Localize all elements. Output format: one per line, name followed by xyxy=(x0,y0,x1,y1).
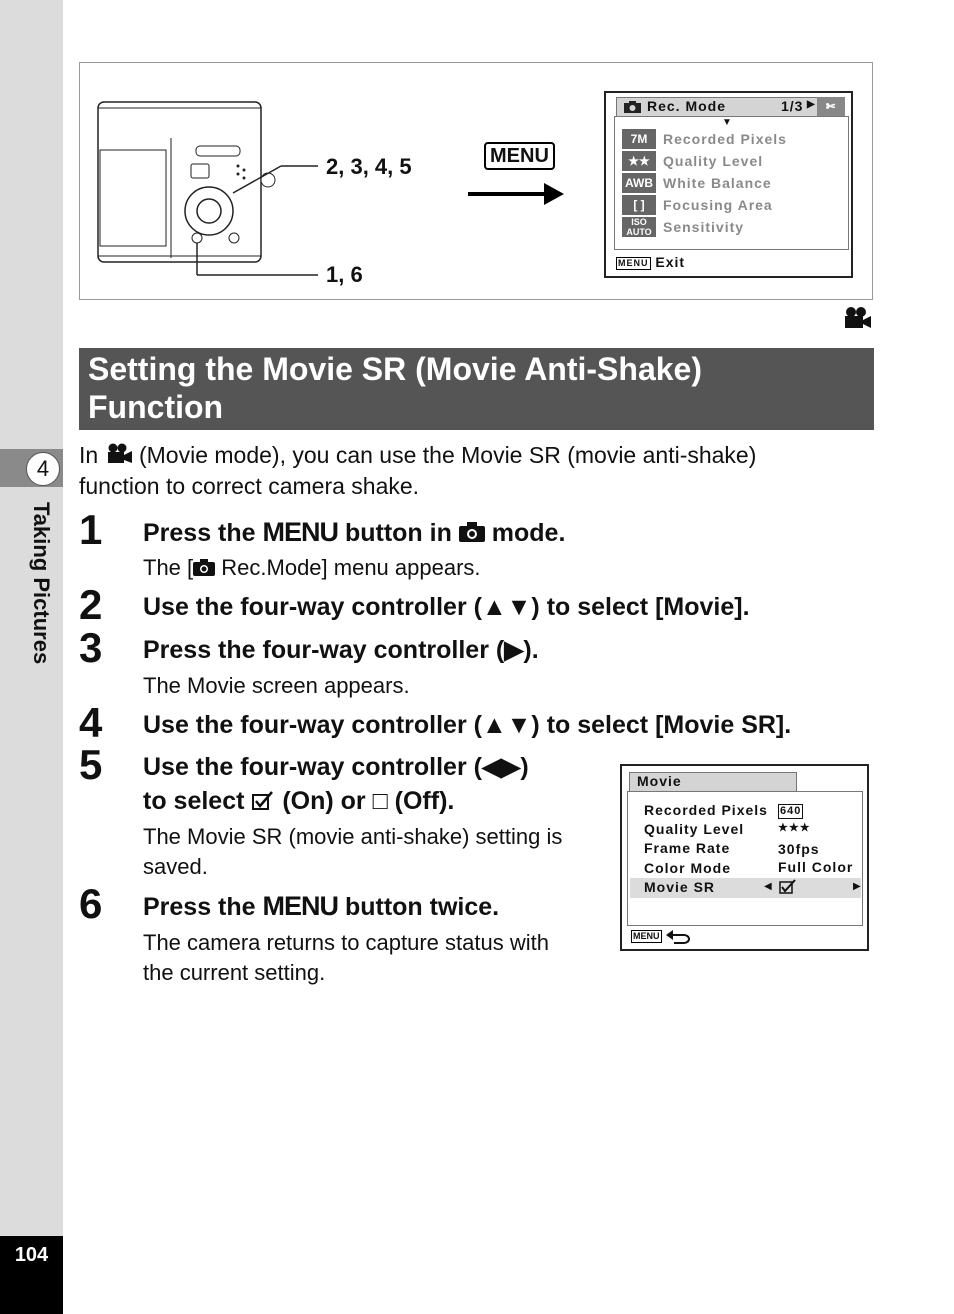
step-4-number: 4 xyxy=(79,699,103,746)
triangle-left-icon[interactable]: ◀ xyxy=(764,881,772,892)
recorded-pixels-icon: 7M xyxy=(622,129,656,149)
rec-mode-menu-screen xyxy=(604,91,853,278)
step-2-number: 2 xyxy=(79,581,103,628)
exit-hint xyxy=(616,254,685,270)
movie-tab-title: Movie xyxy=(629,772,797,792)
triangle-right-icon[interactable]: ▶ xyxy=(853,881,861,892)
rec-mode-list xyxy=(614,116,849,250)
section-heading xyxy=(79,348,874,430)
color-mode-value: Full Color xyxy=(778,859,854,875)
back-hint xyxy=(631,928,692,946)
intro-paragraph xyxy=(79,440,879,502)
menu-item-sensitivity[interactable]: Sensitivity xyxy=(663,219,745,235)
step-1-text: The [ Rec.Mode] menu appears. xyxy=(143,555,481,580)
menu-button-icon: MENU xyxy=(484,142,555,170)
step-3-number: 3 xyxy=(79,624,103,671)
camera-icon xyxy=(459,522,485,542)
chapter-number: 4 xyxy=(26,452,60,486)
step-2-title: Use the four-way controller (▲▼) to select [Movie]. xyxy=(143,593,750,621)
menu-page-indicator: 1/3 xyxy=(781,98,804,114)
step-3-text: The Movie screen appears. xyxy=(143,673,410,698)
camera-icon xyxy=(193,559,215,576)
movie-mode-icon xyxy=(105,443,133,465)
step-4-title: Use the four-way controller (▲▼) to select [Movie SR]. xyxy=(143,711,792,739)
checkbox-checked-icon xyxy=(251,789,275,811)
heading-line-1: Setting the Movie SR (Movie Anti-Shake) xyxy=(88,351,702,387)
step-1-number: 1 xyxy=(79,506,103,553)
triangle-right-icon: ▶ xyxy=(807,99,816,110)
callout-steps-1-6: 1, 6 xyxy=(326,262,363,287)
quality-level-value: ★★★ xyxy=(778,822,811,834)
checkbox-checked-icon xyxy=(779,878,797,894)
arrow-right-icon xyxy=(468,180,566,208)
rec-mode-tab xyxy=(616,97,844,117)
movie-settings-list xyxy=(627,791,863,926)
focusing-area-icon: [ ] xyxy=(622,195,656,215)
step-5-text-line-1: The Movie SR (movie anti-shake) setting is xyxy=(143,824,563,849)
callout-steps-2-5: 2, 3, 4, 5 xyxy=(326,154,412,179)
sensitivity-icon: ISO AUTO xyxy=(622,217,656,237)
menu-item-focusing-area[interactable]: Focusing Area xyxy=(663,197,773,213)
movie-menu-screen xyxy=(620,764,869,951)
movie-mode-icon xyxy=(842,306,872,330)
step-6-text-line-2: the current setting. xyxy=(143,960,326,985)
menu-item-quality-level[interactable]: Quality Level xyxy=(663,153,764,169)
step-5-title-line-1: Use the four-way controller (◀▶) xyxy=(143,753,529,781)
chapter-tab xyxy=(0,449,63,487)
movie-row-movie-sr[interactable]: Movie SR xyxy=(644,879,716,895)
menu-item-white-balance[interactable]: White Balance xyxy=(663,175,772,191)
exit-label: Exit xyxy=(655,254,686,270)
step-1-title: Press the MENU button in mode. xyxy=(143,517,566,547)
movie-row-recorded-pixels[interactable]: Recorded Pixels xyxy=(644,802,768,818)
rec-mode-title: Rec. Mode xyxy=(647,98,727,114)
menu-word: MENU xyxy=(262,517,339,547)
camera-back-illustration xyxy=(96,98,328,278)
movie-row-color-mode[interactable]: Color Mode xyxy=(644,860,731,876)
triangle-down-icon: ▼ xyxy=(722,117,732,128)
menu-key-icon: MENU xyxy=(633,931,660,942)
step-6-text-line-1: The camera returns to capture status with xyxy=(143,930,549,955)
step-6-title: Press the MENU button twice. xyxy=(143,891,500,921)
intro-text-a: In xyxy=(79,442,99,468)
quality-level-icon: ★★ xyxy=(622,151,656,171)
white-balance-icon: AWB xyxy=(622,173,656,193)
intro-text-c: function to correct camera shake. xyxy=(79,473,420,499)
intro-text-b: (Movie mode), you can use the Movie SR (movie anti-shake) xyxy=(138,442,757,468)
step-3-title: Press the four-way controller (▶). xyxy=(143,636,539,664)
heading-line-2: Function xyxy=(88,389,224,425)
step-5-text-line-2: saved. xyxy=(143,854,208,879)
camera-icon xyxy=(624,101,641,113)
menu-item-recorded-pixels[interactable]: Recorded Pixels xyxy=(663,131,787,147)
movie-row-quality-level[interactable]: Quality Level xyxy=(644,821,745,837)
menu-word: MENU xyxy=(262,891,339,921)
frame-rate-value: 30fps xyxy=(778,841,820,857)
menu-key-icon: MENU xyxy=(618,257,649,268)
return-arrow-icon xyxy=(666,930,692,944)
step-6-number: 6 xyxy=(79,880,103,927)
chapter-title: Taking Pictures xyxy=(29,502,54,665)
step-5-title-line-2: to select (On) or □ (Off). xyxy=(143,787,455,815)
recorded-pixels-value: 640 xyxy=(780,805,802,817)
page-number: 104 xyxy=(0,1236,63,1314)
wrench-icon: ✄ xyxy=(817,97,845,117)
movie-row-frame-rate[interactable]: Frame Rate xyxy=(644,840,731,856)
step-5-number: 5 xyxy=(79,741,103,788)
